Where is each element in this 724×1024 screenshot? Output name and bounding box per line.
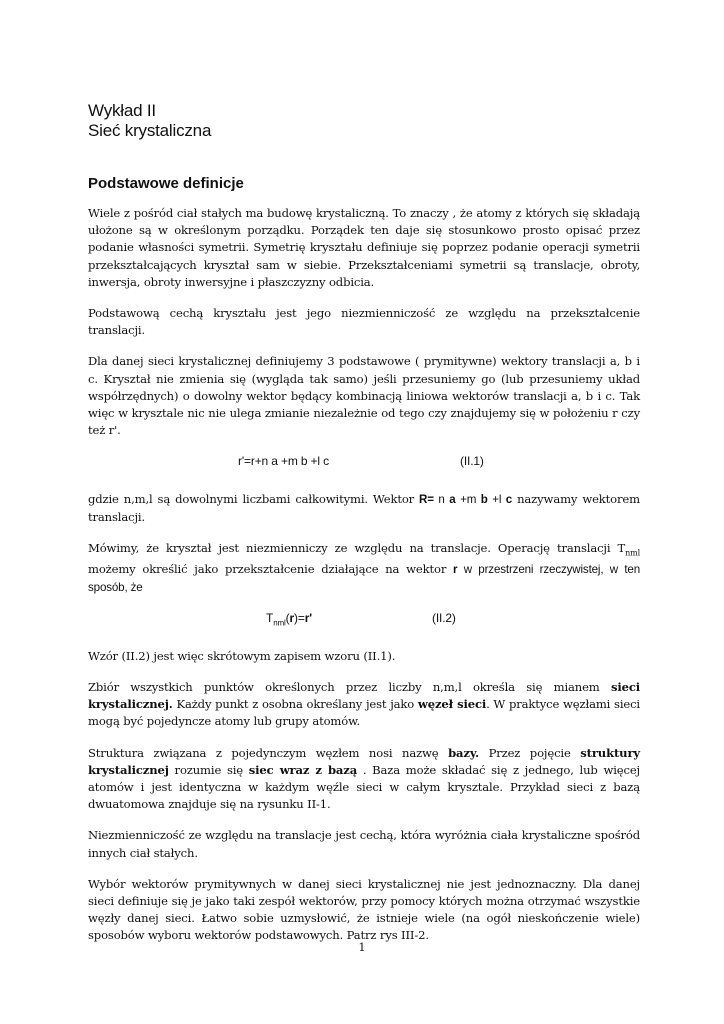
lecture-number: Wykład II	[88, 101, 156, 120]
paragraph-8: Struktura związana z pojedynczym węzłem nosi nazwę bazy. Przez pojęcie struktury krystalicznej rozumie się siec wraz z bazą . Baza może składać się z jednego, lub więcej atomów i jest identyczna w każdym węźle sieci w całym krysztale. Przykład sieci z bazą dwuatomowa znajduje się na rysunku II-1.	[88, 745, 641, 812]
page-number: 1	[358, 941, 366, 954]
equation-1-formula: r'=r+n a +m b +l c	[238, 454, 329, 469]
equation-1	[88, 453, 640, 471]
paragraph-4: gdzie n,m,l są dowolnymi liczbami całkowitymi. Wektor R= n a +m b +l c nazywamy wektorem translacji.	[88, 492, 640, 524]
paragraph-10: Wybór wektorów prymitywnych w danej sieci krystalicznej nie jest jednoznaczny. Dla danej sieci definiuje się je jako taki zespół wektorów, przy pomocy których można otrzymać wszystkie węzły danej sieci. Łatwo sobie uzmysłowić, że istnieje wiele (na ogół nieskończenie wiele) sposobów wyboru wektorów podstawowych. Patrz rys III-2.	[88, 876, 640, 943]
equation-1-number: (II.1)	[460, 454, 484, 469]
paragraph-2: Podstawową cechą kryształu jest jego niezmienniczość ze względu na przekształcenie translacji.	[88, 306, 640, 338]
equation-2	[88, 610, 640, 628]
paragraph-1: Wiele z pośród ciał stałych ma budowę krystaliczną. To znaczy , że atomy z których się składają ułożone są w określonym porządku. Porządek ten daje się stosunkowo prosto opisać przez podanie własności symetrii. Symetrię kryształu definiuje się poprzez podanie operacji symetrii przekształcających kryształ sam w siebie. Przekształceniami symetrii są translacje, obroty, inwersja, obroty inwersyjne i płaszczyzny odbicia.	[88, 206, 640, 289]
lecture-title	[88, 101, 211, 141]
paragraph-9: Niezmienniczość ze względu na translacje jest cechą, która wyróżnia ciała krystaliczne spośród innych ciał stałych.	[88, 828, 640, 860]
paragraph-7: Zbiór wszystkich punktów określonych przez liczby n,m,l określa się mianem sieci krystalicznej. Każdy punkt z osobna określany jest jako węzeł sieci. W praktyce węzłami sieci mogą być pojedyncze atomy lub grupy atomów.	[88, 679, 640, 729]
paragraph-5: Mówimy, że kryształ jest niezmienniczy ze względu na translacje. Operację translacji $T_{nml}$ możemy określić jako przekształcenie działające na wektor r w przestrzeni rzeczywistej, w ten sposób, że	[88, 540, 640, 594]
equation-2-formula: $T_{nml}(r)=r'$	[266, 610, 312, 628]
section-heading: Podstawowe definicje	[88, 175, 244, 192]
equation-2-number: (II.2)	[432, 610, 456, 625]
body-text	[88, 205, 640, 959]
paragraph-3: Dla danej sieci krystalicznej definiujemy 3 podstawowe ( prymitywne) wektory translacji a, b i c. Kryształ nie zmienia się (wygląda tak samo) jeśli przesuniemy go (lub przesuniemy układ współrzędnych) o dowolny wektor będący kombinacją liniowa wektorów translacji a, b i c. Tak więc w krysztale nic nie ulega zmianie niezależnie od tego czy znajdujemy się w położeniu r czy też r'.	[88, 354, 640, 438]
lecture-topic: Sieć krystaliczna	[88, 121, 212, 140]
paragraph-6: Wzór (II.2) jest więc skrótowym zapisem wzoru (II.1).	[88, 648, 396, 663]
